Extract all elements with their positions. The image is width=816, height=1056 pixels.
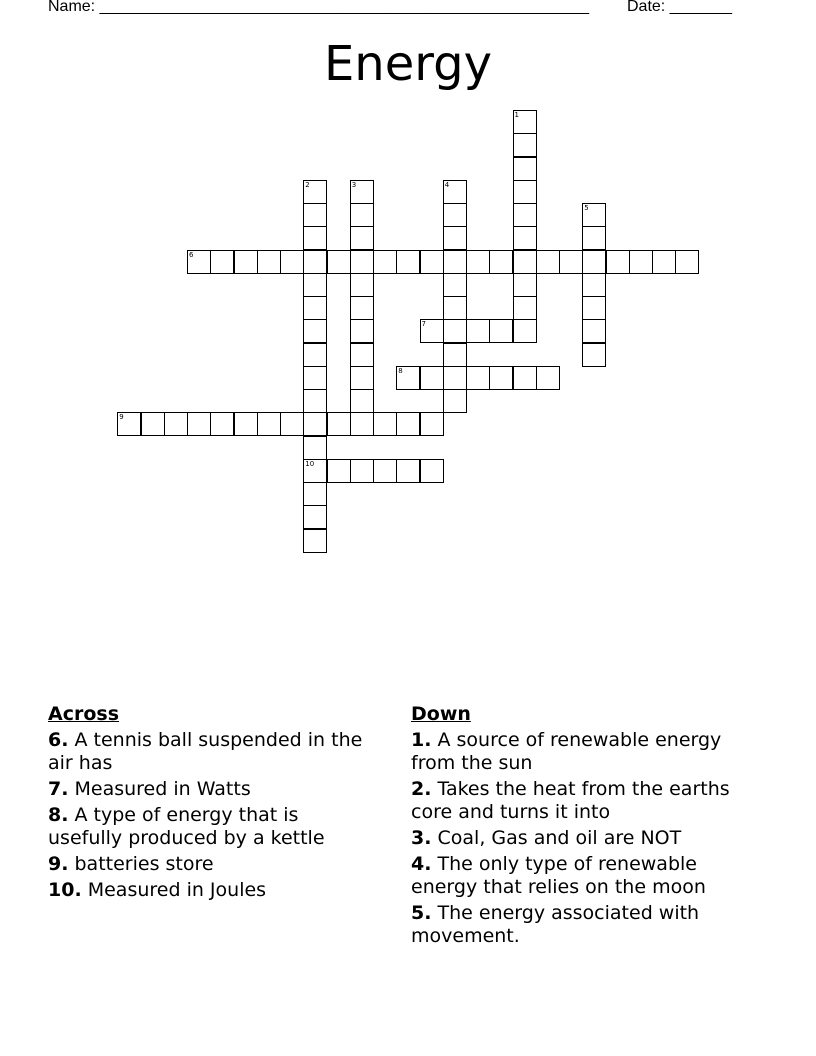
crossword-cell[interactable] (303, 226, 327, 250)
clue-text: A source of renewable energy from the sun (411, 729, 722, 774)
cell-number: 4 (444, 180, 450, 189)
across-heading: Across (48, 703, 120, 725)
crossword-cell[interactable] (396, 459, 420, 483)
clue-text: Takes the heat from the earths core and turns it into (411, 778, 730, 823)
crossword-cell[interactable] (327, 459, 351, 483)
crossword-cell[interactable] (443, 343, 467, 367)
crossword-cell[interactable] (350, 389, 374, 413)
crossword-cell[interactable] (513, 296, 537, 320)
crossword-cell[interactable] (675, 250, 699, 274)
across-clue (48, 879, 378, 902)
down-clue (411, 853, 741, 899)
cell-number: 6 (189, 250, 194, 259)
crossword-cell[interactable] (513, 366, 537, 390)
clue-number: 8. (48, 804, 69, 826)
clue-text: A type of energy that is usefully produced by a kettle (48, 804, 325, 849)
clue-number: 1. (411, 729, 432, 751)
crossword-cell[interactable] (513, 110, 537, 134)
crossword-cell[interactable] (489, 319, 513, 343)
cell-number: 8 (398, 366, 403, 375)
crossword-cell[interactable] (350, 203, 374, 227)
crossword-cell[interactable] (117, 412, 141, 436)
crossword-cell[interactable] (187, 412, 211, 436)
crossword-cell[interactable] (582, 319, 606, 343)
crossword-cell[interactable] (443, 389, 467, 413)
crossword-cell[interactable] (396, 412, 420, 436)
crossword-cell[interactable] (234, 250, 258, 274)
crossword-cell[interactable] (466, 250, 490, 274)
crossword-cell[interactable] (373, 250, 397, 274)
crossword-cell[interactable] (513, 273, 537, 297)
crossword-cell[interactable] (350, 366, 374, 390)
crossword-cell[interactable] (443, 296, 467, 320)
page-title: Energy (323, 36, 493, 92)
crossword-cell[interactable] (327, 250, 351, 274)
crossword-cell[interactable] (582, 203, 606, 227)
name-field-label: Name: _______________________________________________________ (48, 0, 589, 15)
crossword-cell[interactable] (582, 226, 606, 250)
crossword-cell[interactable] (350, 250, 374, 274)
crossword-cell[interactable] (536, 250, 560, 274)
crossword-cell[interactable] (466, 319, 490, 343)
crossword-cell[interactable] (280, 250, 304, 274)
crossword-cell[interactable] (420, 412, 444, 436)
crossword-cell[interactable] (443, 273, 467, 297)
crossword-cell[interactable] (303, 273, 327, 297)
cell-number: 5 (584, 204, 589, 212)
crossword-cell[interactable] (210, 412, 234, 436)
crossword-cell[interactable] (327, 412, 351, 436)
across-clue (48, 729, 378, 775)
crossword-cell[interactable] (513, 203, 537, 227)
clue-text: Measured in Watts (74, 778, 251, 800)
crossword-cell[interactable] (420, 366, 444, 390)
crossword-cell[interactable] (350, 226, 374, 250)
crossword-cell[interactable] (303, 203, 327, 227)
crossword-cell[interactable] (420, 250, 444, 274)
cell-number: 1 (514, 111, 519, 119)
clue-text: Measured in Joules (87, 879, 267, 901)
crossword-cell[interactable] (582, 273, 606, 297)
crossword-cell[interactable] (303, 296, 327, 320)
down-clue (411, 729, 741, 775)
crossword-cell[interactable] (513, 157, 537, 181)
crossword-cell[interactable] (350, 459, 374, 483)
crossword-cell[interactable] (582, 250, 606, 274)
crossword-cell[interactable] (513, 226, 537, 250)
crossword-cell[interactable] (303, 529, 327, 553)
crossword-cell[interactable] (513, 250, 537, 274)
clue-number: 6. (48, 729, 69, 751)
clue-text: The only type of renewable energy that relies on the moon (411, 853, 706, 898)
crossword-cell[interactable] (350, 273, 374, 297)
crossword-cell[interactable] (443, 366, 467, 390)
crossword-cell[interactable] (443, 319, 467, 343)
crossword-cell[interactable] (420, 319, 444, 343)
down-heading: Down (411, 703, 471, 725)
crossword-cell[interactable] (513, 180, 537, 204)
clue-text: A tennis ball suspended in the air has (48, 729, 363, 774)
cell-number: 9 (119, 413, 124, 422)
crossword-cell[interactable] (489, 250, 513, 274)
crossword-cell[interactable] (373, 412, 397, 436)
date-field-label: Date: _______ (627, 0, 732, 15)
across-clue (48, 853, 378, 876)
crossword-cell[interactable] (257, 250, 281, 274)
crossword-cell[interactable] (303, 180, 327, 204)
crossword-cell[interactable] (303, 412, 327, 436)
clue-number: 5. (411, 902, 432, 924)
clue-number: 4. (411, 853, 432, 875)
crossword-cell[interactable] (257, 412, 281, 436)
clue-number: 9. (48, 853, 69, 875)
crossword-cell[interactable] (443, 226, 467, 250)
crossword-cell[interactable] (164, 412, 188, 436)
crossword-cell[interactable] (234, 412, 258, 436)
crossword-cell[interactable] (629, 250, 653, 274)
down-clue (411, 827, 741, 850)
crossword-cell[interactable] (582, 343, 606, 367)
crossword-cell[interactable] (303, 250, 327, 274)
cell-number: 3 (351, 180, 357, 189)
crossword-cell[interactable] (443, 250, 467, 274)
crossword-cell[interactable] (466, 366, 490, 390)
cell-number: 10 (305, 459, 315, 468)
crossword-cell[interactable] (280, 412, 304, 436)
crossword-cell[interactable] (350, 343, 374, 367)
clue-text: batteries store (74, 853, 214, 875)
crossword-cell[interactable] (210, 250, 234, 274)
crossword-cell[interactable] (513, 133, 537, 157)
across-clue (48, 804, 378, 850)
across-clues (48, 703, 378, 905)
crossword-cell[interactable] (303, 389, 327, 413)
crossword-cell[interactable] (582, 296, 606, 320)
down-clue (411, 778, 741, 824)
crossword-cell[interactable] (303, 482, 327, 506)
crossword-cell[interactable] (396, 366, 420, 390)
crossword-cell[interactable] (443, 203, 467, 227)
clue-number: 7. (48, 778, 69, 800)
crossword-cell[interactable] (350, 296, 374, 320)
crossword-cell[interactable] (396, 250, 420, 274)
crossword-cell[interactable] (350, 319, 374, 343)
crossword-cell[interactable] (141, 412, 165, 436)
crossword-cell[interactable] (489, 366, 513, 390)
crossword-cell[interactable] (303, 436, 327, 460)
crossword-cell[interactable] (350, 412, 374, 436)
crossword-cell[interactable] (606, 250, 630, 274)
crossword-cell[interactable] (513, 319, 537, 343)
down-clues (411, 703, 741, 951)
down-clue (411, 902, 741, 948)
crossword-cell[interactable] (303, 343, 327, 367)
crossword-cell[interactable] (303, 319, 327, 343)
crossword-cell[interactable] (652, 250, 676, 274)
crossword-cell[interactable] (443, 180, 467, 204)
clue-number: 2. (411, 778, 432, 800)
crossword-cell[interactable] (420, 459, 444, 483)
crossword-cell[interactable] (303, 505, 327, 529)
clue-number: 3. (411, 827, 432, 849)
crossword-cell[interactable] (303, 459, 327, 483)
clue-text: Coal, Gas and oil are NOT (437, 827, 682, 849)
crossword-cell[interactable] (536, 366, 560, 390)
crossword-cell[interactable] (350, 180, 374, 204)
clue-number: 10. (48, 879, 82, 901)
cell-number: 2 (305, 180, 310, 189)
cell-number: 7 (421, 320, 426, 329)
clue-text: The energy associated with movement. (411, 902, 700, 947)
crossword-cell[interactable] (559, 250, 583, 274)
crossword-cell[interactable] (303, 366, 327, 390)
crossword-cell[interactable] (373, 459, 397, 483)
across-clue (48, 778, 378, 801)
crossword-cell[interactable] (187, 250, 211, 274)
